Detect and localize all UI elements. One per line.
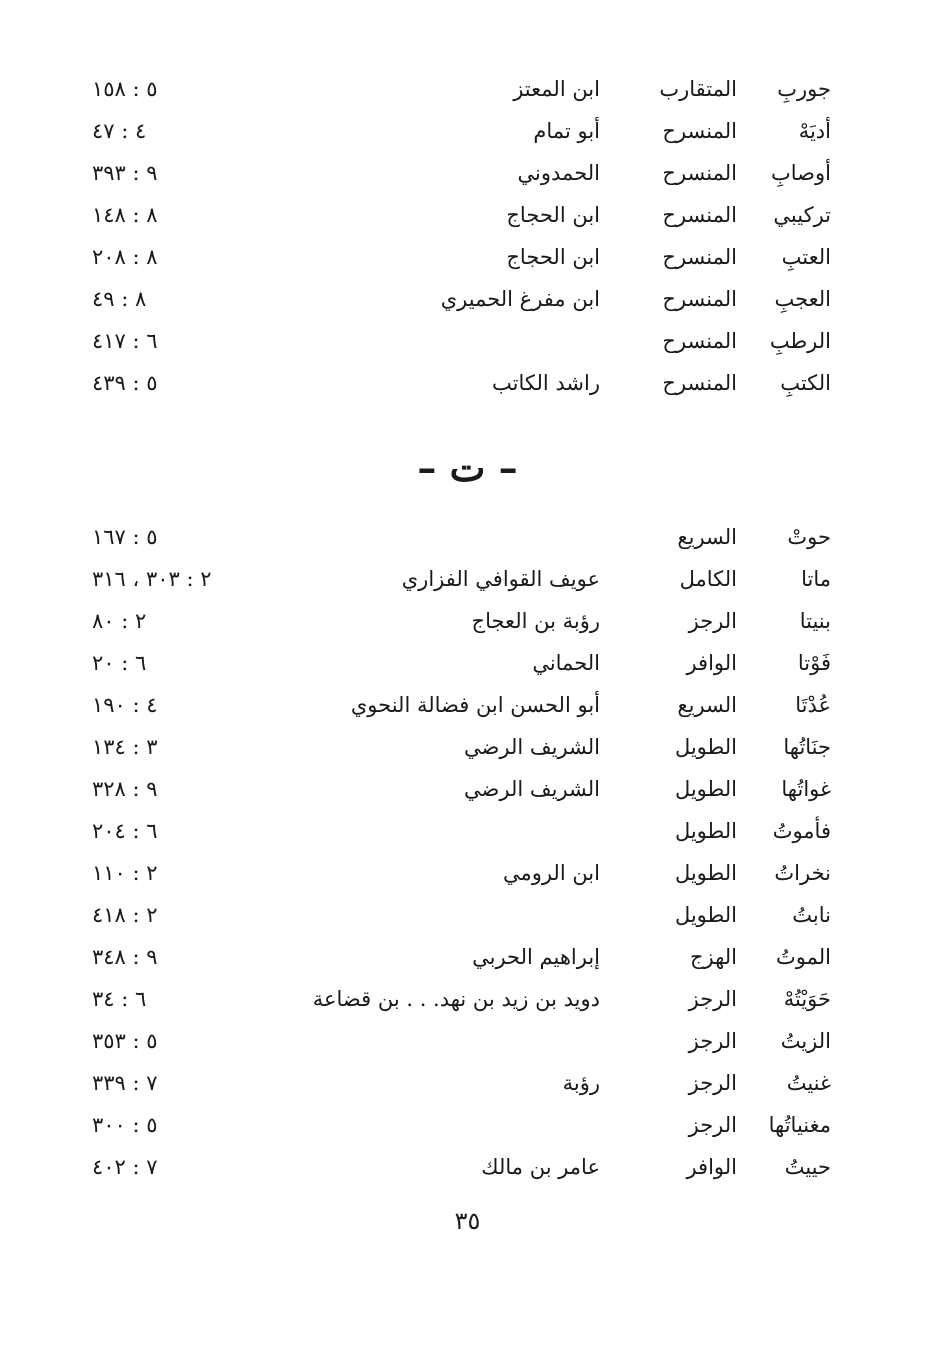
index-row (0, 1022, 935, 1064)
rhyme-word: تركيبي (773, 203, 831, 227)
poet-name: دويد بن زيد بن نهد. . . بن قضاعة (312, 987, 600, 1011)
volume-page-ref: ٨ : ١٤٨ (92, 203, 158, 227)
poet-name: رؤبة بن العجاج (471, 609, 600, 633)
rhyme-word: فأموتُ (772, 819, 831, 843)
poet-name: أبو تمام (533, 119, 600, 143)
index-row (0, 238, 935, 280)
volume-page-ref: ٨ : ٢٠٨ (92, 245, 158, 269)
rhyme-word: حوتْ (787, 525, 831, 549)
volume-page-ref: ٤ : ١٩٠ (92, 693, 158, 717)
rhyme-word: عُدْتَا (795, 693, 831, 717)
index-row (0, 686, 935, 728)
volume-page-ref: ٨ : ٤٩ (92, 287, 147, 311)
rhyme-word: غنيتُ (786, 1071, 831, 1095)
meter-name: الوافر (686, 651, 737, 675)
rhyme-word: العتبِ (781, 245, 831, 269)
index-row (0, 1064, 935, 1106)
index-row (0, 364, 935, 406)
rhyme-word: أديَهْ (798, 119, 831, 143)
index-row (0, 728, 935, 770)
index-row (0, 70, 935, 112)
poet-name: رؤبة (562, 1071, 600, 1095)
meter-name: المتقارب (659, 77, 737, 101)
rhyme-word: الموتُ (776, 945, 831, 969)
poet-name: الحمدوني (517, 161, 600, 185)
meter-name: السريع (677, 525, 737, 549)
rhyme-word: حَوَيْتُهْ (783, 987, 831, 1011)
poet-name: الحماني (532, 651, 600, 675)
volume-page-ref: ٦ : ٤١٧ (92, 329, 158, 353)
index-row (0, 280, 935, 322)
poet-name: ابن الرومي (502, 861, 600, 885)
index-row (0, 644, 935, 686)
poet-name: أبو الحسن ابن فضالة النحوي (350, 693, 600, 717)
rhyme-word: فَوْتا (797, 651, 831, 675)
meter-name: الرجز (688, 1071, 737, 1095)
volume-page-ref: ٩ : ٣٩٣ (92, 161, 158, 185)
rhyme-word: غواتُها (781, 777, 831, 801)
meter-name: الطويل (674, 777, 737, 801)
poet-name: عامر بن مالك (481, 1155, 600, 1179)
index-row (0, 1106, 935, 1148)
meter-name: السريع (677, 693, 737, 717)
index-row (0, 1148, 935, 1190)
volume-page-ref: ٧ : ٣٣٩ (92, 1071, 158, 1095)
meter-name: الوافر (686, 1155, 737, 1179)
volume-page-ref: ٦ : ٢٠٤ (92, 819, 158, 843)
meter-name: الرجز (688, 1113, 737, 1137)
volume-page-ref: ٥ : ١٥٨ (92, 77, 158, 101)
poet-name: إبراهيم الحربي (472, 945, 600, 969)
rhyme-word: جنَاتُها (783, 735, 831, 759)
rhyme-word: ماتا (801, 567, 831, 591)
poet-name: ابن مفرغ الحميري (440, 287, 600, 311)
poet-name: ابن الحجاج (506, 203, 600, 227)
rhyme-word: حييتُ (784, 1155, 831, 1179)
index-row (0, 896, 935, 938)
index-row (0, 154, 935, 196)
meter-name: الهزج (689, 945, 737, 969)
meter-name: المنسرح (662, 371, 737, 395)
poet-name: راشد الكاتب (492, 371, 600, 395)
rhyme-word: جوربِ (777, 77, 831, 101)
volume-page-ref: ٢ : ٤١٨ (92, 903, 158, 927)
page-number: ٣٥ (454, 1207, 481, 1235)
meter-name: الرجز (688, 987, 737, 1011)
volume-page-ref: ٤ : ٤٧ (92, 119, 147, 143)
meter-name: المنسرح (662, 245, 737, 269)
volume-page-ref: ٢ : ٨٠ (92, 609, 147, 633)
meter-name: المنسرح (662, 161, 737, 185)
meter-name: الكامل (679, 567, 737, 591)
meter-name: الطويل (674, 903, 737, 927)
index-row (0, 322, 935, 364)
volume-page-ref: ٩ : ٣٢٨ (92, 777, 158, 801)
meter-name: المنسرح (662, 119, 737, 143)
poet-name: الشريف الرضي (464, 777, 600, 801)
rhyme-word: نابتُ (792, 903, 831, 927)
poet-name: ابن الحجاج (506, 245, 600, 269)
meter-name: المنسرح (662, 203, 737, 227)
meter-name: الطويل (674, 735, 737, 759)
volume-page-ref: ٥ : ١٦٧ (92, 525, 158, 549)
volume-page-ref: ٣ : ١٣٤ (92, 735, 158, 759)
index-row (0, 812, 935, 854)
rhyme-word: مغنياتُها (768, 1113, 831, 1137)
rhyme-word: بنيتا (799, 609, 831, 633)
rhyme-word: الرطبِ (769, 329, 831, 353)
poet-name: ابن المعتز (513, 77, 600, 101)
rhyme-word: العجبِ (774, 287, 831, 311)
index-row (0, 980, 935, 1022)
meter-name: المنسرح (662, 329, 737, 353)
volume-page-ref: ٦ : ٢٠ (92, 651, 147, 675)
volume-page-ref: ٦ : ٣٤ (92, 987, 147, 1011)
index-row (0, 560, 935, 602)
section-heading-ta: – ت – (417, 445, 518, 490)
rhyme-word: نخراتُ (774, 861, 831, 885)
meter-name: الطويل (674, 861, 737, 885)
index-row (0, 112, 935, 154)
volume-page-ref: ٧ : ٤٠٢ (92, 1155, 158, 1179)
volume-page-ref: ٥ : ٣٠٠ (92, 1113, 158, 1137)
index-row (0, 770, 935, 812)
meter-name: الرجز (688, 1029, 737, 1053)
rhyme-word: الكتبِ (780, 371, 831, 395)
index-row (0, 518, 935, 560)
volume-page-ref: ٥ : ٤٣٩ (92, 371, 158, 395)
volume-page-ref: ٢ : ٣٠٣ ، ٣١٦ (92, 567, 212, 591)
rhyme-index-section-ta (0, 518, 935, 1190)
volume-page-ref: ٢ : ١١٠ (92, 861, 158, 885)
meter-name: المنسرح (662, 287, 737, 311)
rhyme-word: أوصابِ (771, 161, 831, 185)
index-row (0, 854, 935, 896)
index-row (0, 602, 935, 644)
volume-page-ref: ٩ : ٣٤٨ (92, 945, 158, 969)
poet-name: عويف القوافي الفزاري (401, 567, 600, 591)
index-row (0, 938, 935, 980)
rhyme-word: الزيتُ (780, 1029, 831, 1053)
poet-name: الشريف الرضي (464, 735, 600, 759)
volume-page-ref: ٥ : ٣٥٣ (92, 1029, 158, 1053)
rhyme-index-section-ba (0, 70, 935, 406)
meter-name: الطويل (674, 819, 737, 843)
meter-name: الرجز (688, 609, 737, 633)
index-row (0, 196, 935, 238)
